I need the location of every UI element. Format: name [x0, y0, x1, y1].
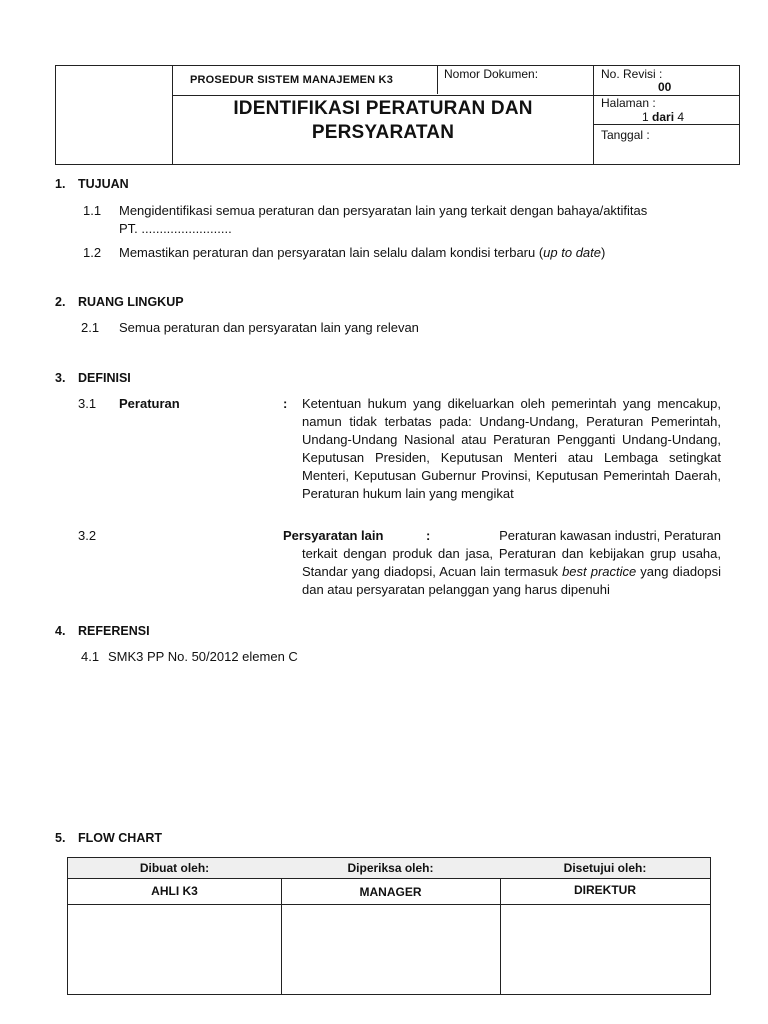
item-number: 1.1 [83, 203, 102, 218]
item-number: 1.2 [83, 245, 102, 260]
item-text: Semua peraturan dan persyaratan lain yang relevan [119, 320, 419, 335]
section-number: 4. [55, 624, 66, 638]
approval-row-divider [68, 904, 710, 905]
section-number: 1. [55, 177, 66, 191]
item-text-italic: up to date [543, 245, 601, 260]
definition-text [302, 545, 721, 599]
page-of: dari [652, 110, 675, 124]
page-label: Halaman : [601, 96, 656, 110]
definition-colon: : [283, 396, 288, 411]
item-number: 3.1 [78, 396, 97, 411]
header-divider [593, 66, 594, 164]
header-divider [172, 95, 438, 96]
definition-colon: : [426, 528, 431, 543]
approval-header-checked: Diperiksa oleh: [347, 861, 434, 875]
item-number: 3.2 [78, 528, 97, 543]
item-text: PT. ......................... [119, 221, 232, 236]
procedure-title: PROSEDUR SISTEM MANAJEMEN K3 [190, 74, 394, 86]
definition-text-part: terkait dengan produk dan jasa, Peraturan dan kebijakan grup usaha, Standar yang diadopsi, Acuan lain termasuk [302, 546, 721, 579]
page-current: 1 [642, 110, 649, 124]
item-text: SMK3 PP No. 50/2012 elemen C [108, 649, 298, 664]
approval-table [67, 857, 711, 995]
item-text-part: ) [601, 245, 606, 260]
item-text [119, 245, 605, 260]
main-title-line: PERSYARATAN [311, 122, 455, 143]
section-number: 3. [55, 371, 66, 385]
section-title: REFERENSI [78, 624, 150, 638]
revision-value: 00 [658, 80, 672, 94]
header-divider [437, 66, 438, 94]
date-label: Tanggal : [601, 128, 650, 142]
page-total: 4 [677, 110, 685, 124]
definition-text-part: yang diadopsi dan atau persyaratan pelanggan yang harus dipenuhi [302, 564, 722, 597]
header-divider [437, 95, 593, 96]
document-number-label: Nomor Dokumen: [444, 67, 539, 81]
definition-term: Persyaratan lain [283, 528, 384, 543]
approval-role-approved: DIREKTUR [574, 883, 636, 897]
item-text: Mengidentifikasi semua peraturan dan persyaratan lain yang terkait dengan bahaya/aktifitas [119, 203, 648, 218]
section-title: FLOW CHART [78, 831, 163, 845]
section-title: TUJUAN [78, 177, 129, 191]
approval-header-prepared: Dibuat oleh: [139, 861, 210, 875]
section-number: 5. [55, 831, 66, 845]
section-title: RUANG LINGKUP [78, 295, 184, 309]
section-number: 2. [55, 295, 66, 309]
item-number: 4.1 [81, 649, 100, 664]
definition-text-italic: best practice [562, 564, 637, 579]
approval-role-checked: MANAGER [359, 885, 422, 899]
main-title-line: IDENTIFIKASI PERATURAN DAN [233, 98, 533, 119]
page-number [642, 110, 684, 124]
section-title: DEFINISI [78, 371, 131, 385]
main-title [173, 97, 593, 145]
approval-header-approved: Disetujui oleh: [563, 861, 647, 875]
definition-text: Peraturan kawasan industri, Peraturan [499, 528, 721, 543]
item-text-part: Memastikan peraturan dan persyaratan lain selalu dalam kondisi terbaru ( [119, 245, 544, 260]
approval-role-prepared: AHLI K3 [151, 884, 198, 898]
revision-label: No. Revisi : [601, 67, 663, 81]
header-divider [593, 124, 739, 125]
item-number: 2.1 [81, 320, 100, 335]
document-header-table [55, 65, 740, 165]
definition-text: Ketentuan hukum yang dikeluarkan oleh pemerintah yang mencakup, namun tidak terbatas pada: Undang-Undang, Peraturan Pemerintah, Undang-Undang Nasional atau Peraturan Pengganti Undang-Undang, Keputusan Presiden, Keputusan Menteri atau Lembaga setingkat Menteri, Keputusan Gubernur Provinsi, Keputusan Pemerintah Daerah, Peraturan hukum lain yang mengikat [302, 396, 721, 501]
definition-term: Peraturan [119, 396, 180, 411]
